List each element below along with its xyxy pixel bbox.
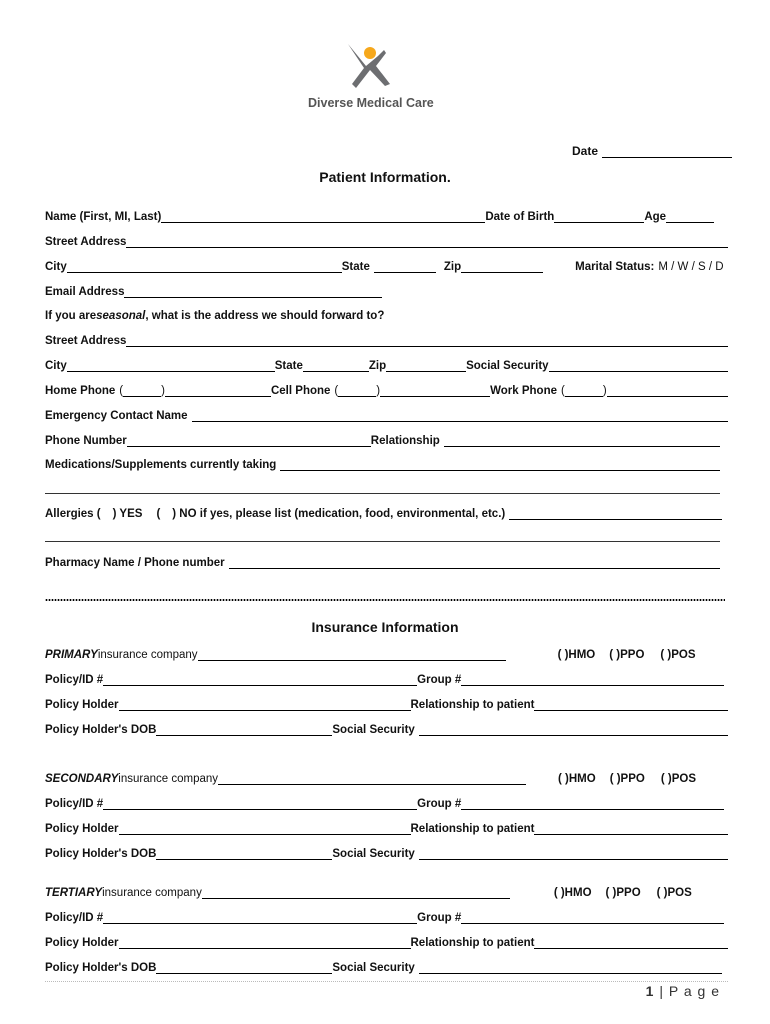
emergency-row (45, 406, 728, 422)
secondary-policy-row (45, 794, 728, 810)
state2-label: State (274, 360, 303, 372)
city-label: City (45, 261, 67, 273)
marital-label: Marital Status: (575, 261, 655, 273)
primary-company-label: insurance company (97, 649, 198, 661)
dob-label: Date of Birth (485, 211, 555, 223)
date-line[interactable] (602, 146, 732, 158)
home-area-line[interactable] (123, 385, 161, 397)
street-line[interactable] (126, 236, 728, 248)
logo-figure-icon (340, 42, 402, 92)
allergies-row (45, 504, 728, 520)
home-phone-line[interactable] (165, 385, 271, 397)
policy-id-label: Policy/ID # (45, 912, 104, 924)
tertiary-dob-row (45, 958, 728, 974)
section-divider-dots (45, 598, 725, 602)
relationship-to-patient-label: Relationship to patient (410, 823, 535, 835)
email-line[interactable] (124, 286, 382, 298)
tertiary-tier-label: TERTIARY (45, 887, 103, 899)
work-area-line[interactable] (565, 385, 603, 397)
paren-close: ) (602, 385, 607, 397)
relationship-label: Relationship (370, 435, 440, 447)
seasonal-text-b: , what is the address we should forward to? (145, 310, 385, 322)
zip-label: Zip (443, 261, 462, 273)
city2-row (45, 356, 728, 372)
holder-dob-label: Policy Holder's DOB (45, 962, 157, 974)
tertiary-holder-dob-line[interactable] (156, 962, 332, 974)
tertiary-relationship-line[interactable] (534, 937, 728, 949)
primary-policy-id-line[interactable] (103, 674, 417, 686)
name-line[interactable] (161, 211, 485, 223)
city-line[interactable] (67, 261, 342, 273)
secondary-holder-dob-line[interactable] (156, 848, 332, 860)
zip2-label: Zip (368, 360, 387, 372)
paren-open: ( (334, 385, 339, 397)
meds-row (45, 455, 728, 471)
tertiary-holder-row (45, 933, 728, 949)
patient-info-title: Patient Information. (319, 169, 451, 185)
city-row (45, 257, 728, 273)
primary-group-line[interactable] (461, 674, 724, 686)
paren-close: ) (376, 385, 381, 397)
pharmacy-label: Pharmacy Name / Phone number (45, 557, 225, 569)
tertiary-holder-ssn-line[interactable] (419, 962, 722, 974)
email-row (45, 282, 728, 298)
work-phone-label: Work Phone (490, 385, 557, 397)
secondary-company-row (45, 769, 728, 785)
state-label: State (341, 261, 370, 273)
page-word: P a g e (668, 983, 720, 999)
policy-holder-label: Policy Holder (45, 823, 119, 835)
meds-line[interactable] (280, 459, 720, 471)
relationship-to-patient-label: Relationship to patient (410, 937, 535, 949)
primary-hmo-option[interactable]: ( )HMO (557, 649, 596, 661)
primary-holder-row (45, 695, 728, 711)
clinic-logo (305, 42, 445, 114)
allergies-no[interactable]: ) NO if yes, please list (medication, food, environmental, etc.) (172, 508, 506, 520)
name-label: Name (First, MI, Last) (45, 211, 162, 223)
group-label: Group # (417, 912, 462, 924)
paren-open: ( (561, 385, 565, 397)
primary-relationship-line[interactable] (534, 699, 728, 711)
secondary-hmo-option[interactable]: ( )HMO (558, 773, 596, 785)
insurance-info-title: Insurance Information (311, 619, 459, 635)
allergies-yes[interactable]: ) YES (112, 508, 143, 520)
allergies-line[interactable] (509, 508, 722, 520)
primary-holder-dob-line[interactable] (156, 724, 332, 736)
cell-phone-line[interactable] (380, 385, 490, 397)
primary-holder-line[interactable] (119, 699, 411, 711)
primary-dob-row (45, 720, 728, 736)
meds-line-2[interactable] (45, 493, 720, 494)
secondary-company-line[interactable] (218, 773, 526, 785)
street-row (45, 232, 728, 248)
phone-number-label: Phone Number (45, 435, 127, 447)
age-label: Age (644, 211, 667, 223)
tertiary-company-row (45, 883, 728, 899)
group-label: Group # (417, 798, 462, 810)
allergies-paren: ( (156, 508, 161, 520)
holder-dob-label: Policy Holder's DOB (45, 848, 157, 860)
holder-ssn-label: Social Security (332, 962, 415, 974)
secondary-relationship-line[interactable] (534, 823, 728, 835)
policy-id-label: Policy/ID # (45, 674, 104, 686)
logo-text: Diverse Medical Care (308, 96, 434, 110)
allergies-label: Allergies ( (45, 508, 101, 520)
state-line[interactable] (374, 261, 436, 273)
secondary-ppo-option[interactable]: ( )PPO (609, 773, 645, 785)
tertiary-holder-line[interactable] (119, 937, 411, 949)
policy-holder-label: Policy Holder (45, 699, 119, 711)
policy-id-label: Policy/ID # (45, 798, 104, 810)
meds-label: Medications/Supplements currently taking (45, 459, 277, 471)
relationship-line[interactable] (444, 435, 720, 447)
email-label: Email Address (45, 286, 125, 298)
emergency-line[interactable] (192, 410, 728, 422)
tertiary-group-line[interactable] (461, 912, 724, 924)
seasonal-row (45, 306, 728, 322)
city2-label: City (45, 360, 67, 372)
paren-open: ( (119, 385, 124, 397)
secondary-pos-option[interactable]: ( )POS (660, 773, 696, 785)
secondary-group-line[interactable] (461, 798, 724, 810)
state2-line[interactable] (303, 360, 369, 372)
holder-ssn-label: Social Security (332, 724, 415, 736)
secondary-company-label: insurance company (118, 773, 219, 785)
date-label: Date (572, 144, 599, 158)
tertiary-pos-option[interactable]: ( )POS (656, 887, 692, 899)
street2-label: Street Address (45, 335, 127, 347)
footer-separator: | (659, 983, 664, 999)
dob-line[interactable] (554, 211, 644, 223)
seasonal-text-a: If you are (45, 310, 97, 322)
group-label: Group # (417, 674, 462, 686)
work-phone-line[interactable] (607, 385, 728, 397)
secondary-policy-id-line[interactable] (103, 798, 417, 810)
primary-ppo-option[interactable]: ( )PPO (609, 649, 645, 661)
secondary-holder-ssn-line[interactable] (419, 848, 728, 860)
city2-line[interactable] (67, 360, 275, 372)
street2-row (45, 331, 728, 347)
cell-area-line[interactable] (338, 385, 376, 397)
holder-dob-label: Policy Holder's DOB (45, 724, 157, 736)
zip2-line[interactable] (386, 360, 466, 372)
tertiary-company-label: insurance company (102, 887, 202, 899)
primary-holder-ssn-line[interactable] (419, 724, 728, 736)
primary-pos-option[interactable]: ( )POS (660, 649, 696, 661)
pharmacy-row (45, 553, 728, 569)
primary-company-row (45, 645, 728, 661)
street2-line[interactable] (126, 335, 728, 347)
tertiary-ppo-option[interactable]: ( )PPO (605, 887, 641, 899)
tertiary-hmo-option[interactable]: ( )HMO (553, 887, 592, 899)
holder-ssn-label: Social Security (332, 848, 415, 860)
zip-line[interactable] (461, 261, 543, 273)
primary-policy-row (45, 670, 728, 686)
marital-options[interactable]: M / W / S / D (658, 261, 724, 273)
secondary-holder-row (45, 819, 728, 835)
footer-divider (45, 981, 728, 982)
allergies-line-2[interactable] (45, 541, 720, 542)
ssn-line[interactable] (549, 360, 728, 372)
phones-row (45, 381, 728, 397)
emergency-phone-row (45, 431, 728, 447)
secondary-dob-row (45, 844, 728, 860)
page-number: 1 (645, 983, 655, 999)
age-line[interactable] (666, 211, 714, 223)
pharmacy-line[interactable] (229, 557, 720, 569)
phone-number-line[interactable] (127, 435, 371, 447)
tertiary-company-line[interactable] (202, 887, 510, 899)
cell-phone-label: Cell Phone (270, 385, 331, 397)
paren-close: ) (161, 385, 165, 397)
secondary-tier-label: SECONDARY (45, 773, 119, 785)
page-footer (646, 983, 720, 999)
street-label: Street Address (45, 236, 127, 248)
ssn-label: Social Security (466, 360, 549, 372)
tertiary-policy-id-line[interactable] (103, 912, 417, 924)
name-row (45, 207, 728, 223)
policy-holder-label: Policy Holder (45, 937, 119, 949)
home-phone-label: Home Phone (45, 385, 116, 397)
emergency-label: Emergency Contact Name (45, 410, 188, 422)
seasonal-text-em: seasonal (96, 310, 146, 322)
secondary-holder-line[interactable] (119, 823, 411, 835)
date-field[interactable] (572, 144, 732, 158)
tertiary-policy-row (45, 908, 728, 924)
primary-company-line[interactable] (198, 649, 506, 661)
relationship-to-patient-label: Relationship to patient (410, 699, 535, 711)
primary-tier-label: PRIMARY (45, 649, 98, 661)
